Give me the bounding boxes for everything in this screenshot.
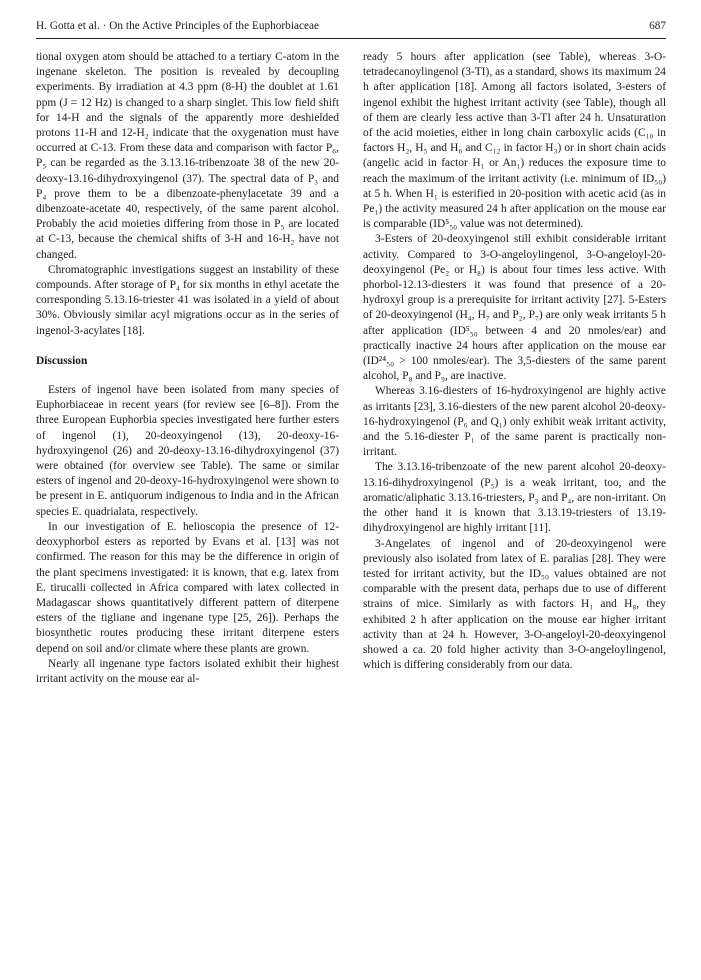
paragraph-right-1: ready 5 hours after application (see Table), whereas 3-O-tetradecanoylingenol (3-TI), as a standard, shows its maximum 24 h after application [18]. Among all factors isolated, 3-esters of ingenol exhibit the highest irritant activity (see Table), though all of them are clearly less active than 3-TI after 24 h. Unsaturation of the acid moieties, either in long chain carboxylic acids (C₁₀ in factors H₂, H₅ and H₆ and C₁₂ in factor H₃) or in short chain acids (angelic acid in factor H₁ or An₁) reduces the exposure time to reach the maximum of the irritant activity (i.e. minimum of ID₅₀) at 5 h. When H₁ is esterified in 20-position with acetic acid (as in Pe₁) the activity measured 24 h after application on the mouse ear is comparable (ID⁵₅₀ value was not determined).	[363, 51, 666, 231]
running-title: H. Gotta et al. · On the Active Principles of the Euphorbiaceae	[36, 20, 320, 32]
paragraph-left-4: In our investigation of E. helioscopia the presence of 12-deoxyphorbol esters as reported by Evans et al. [13] was not confirmed. The reason for this may be the difference in origin of the plant specimens investigated: it is known, that e.g. latex from E. tirucalli collected in Africa compared with latex collected in Madagascar shows quantitatively different pattern of diterpene esters of the tigliane and ingenane type [25, 26]). Perhaps the biosynthetic routes producing these irritant diterpene esters depend on soil and/or climate where these plants are grown.	[36, 520, 339, 655]
paragraph-right-3: Whereas 3.16-diesters of 16-hydroxyingenol are highly active as irritants [23], 3.16-diesters of the new parent alcohol 20-deoxy-16-hydroxyingenol (P₆ and Q₁) only exhibit weak irritant activity, and the 5.16-diester P₁ of the same parent is practically non-irritant.	[363, 385, 666, 459]
paragraph-right-5: 3-Angelates of ingenol and of 20-deoxyingenol were previously also isolated from latex of E. paralias [28]. They were tested for irritant activity, but the ID₅₀ values obtained are not comparable with the present data, perhaps due to use of different strains of mice. Similarly as with factors H₁ and H₈, they exhibited 2 h after application on the mouse ear higher irritant activity than at 24 h. However, 3-O-angeloyl-20-deoxyingenol showed a ca. 20 fold higher activity than 3-O-angeloylingenol, which is differing considerably from our data.	[363, 537, 666, 672]
section-heading-discussion: Discussion	[36, 354, 88, 367]
header-rule	[36, 38, 666, 39]
page-number: 687	[649, 20, 666, 32]
right-column	[363, 50, 666, 673]
paragraph-right-4: The 3.13.16-tribenzoate of the new parent alcohol 20-deoxy-13.16-dihydroxyingenol (P₅) is a weak irritant, too, and the aromatic/aliphatic 3.13.16-triesters, P₃ and P₄, are non-irritant. On the other hand it is known that 3.13.19-triesters of 13.19-dihydroxyingenol are highly irritant [11].	[363, 461, 666, 535]
running-header	[36, 20, 666, 32]
paragraph-left-1: tional oxygen atom should be attached to a tertiary C-atom in the ingenane skeleton. The position is revealed by decoupling experiments. By irradiation at 4.3 ppm (8-H) the doublet at 1.61 ppm (J = 12 Hz) is changed to a sharp singlet. This low field shift for 14-H and the signals of the apparently more deshielded protons 11-H and 12-H₂ indicate that the oxygenation must have occurred at C-13. From these data and comparison with factor P₆, P₅ can be regarded as the 3.13.16-tribenzoate 38 of the new 20-deoxy-13.16-dihydroxyingenol (37). The spectral data of P₃ and P₄ prove them to be a dibenzoate-phenylacetate 39 and a dibenzoate-acetate 40, respectively, of the same parent alcohol. Probably the acid moieties differing from those in P₅ are located at C-13, because the chemical shifts of 3-H and 16-H₂ have not changed.	[36, 51, 339, 261]
paragraph-left-2: Chromatographic investigations suggest an instability of these compounds. After storage of P₄ for six months in ethyl acetate the corresponding 5.13.16-triester 41 was isolated in a yield of about 30%. Obviously similar acyl migrations occur as in the series of ingenol-3-acylates [18].	[36, 263, 339, 337]
left-column	[36, 50, 339, 687]
paragraph-left-3: Esters of ingenol have been isolated from many species of Euphorbiaceae in recent years (for review see [6–8]). From the three European Euphorbia species investigated here further esters of ingenol (1), 20-deoxyingenol (13), 20-deoxy-16-hydroxyingenol (26) and 20-deoxy-13.16-dihydroxyingenol (37) were obtained (for overview see Table). The same or similar esters of ingenol and 20-deoxy-16-hydroxyingenol were shown to be present in E. antiquorum indigenous to India and in the African species E. quadrialata, respectively.	[36, 384, 339, 518]
paragraph-left-5: Nearly all ingenane type factors isolated exhibit their highest irritant activity on the mouse ear al-	[36, 657, 339, 685]
paragraph-right-2: 3-Esters of 20-deoxyingenol still exhibit considerable irritant activity. Compared to 3-O-angeloylingenol, 3-O-angeloyl-20-deoxyingenol (Pe₂ or H₈) is about four times less active. With phorbol-12.13-diesters it was found that presence of a 20-hydroxyl group is a prerequisite for irritant activity [27]. 5-Esters of 20-deoxyingenol (H₄, H₇ and P₂, P₇) are only weak irritants 5 h after application (ID⁵₅₀ between 4 and 20 nmoles/ear) and practically inactive 24 hours after application on the mouse ear (ID²⁴₅₀ > 100 nmoles/ear). The 3,5-diesters of the same parent alcohol, P₈ and P₉, are inactive.	[363, 233, 666, 383]
